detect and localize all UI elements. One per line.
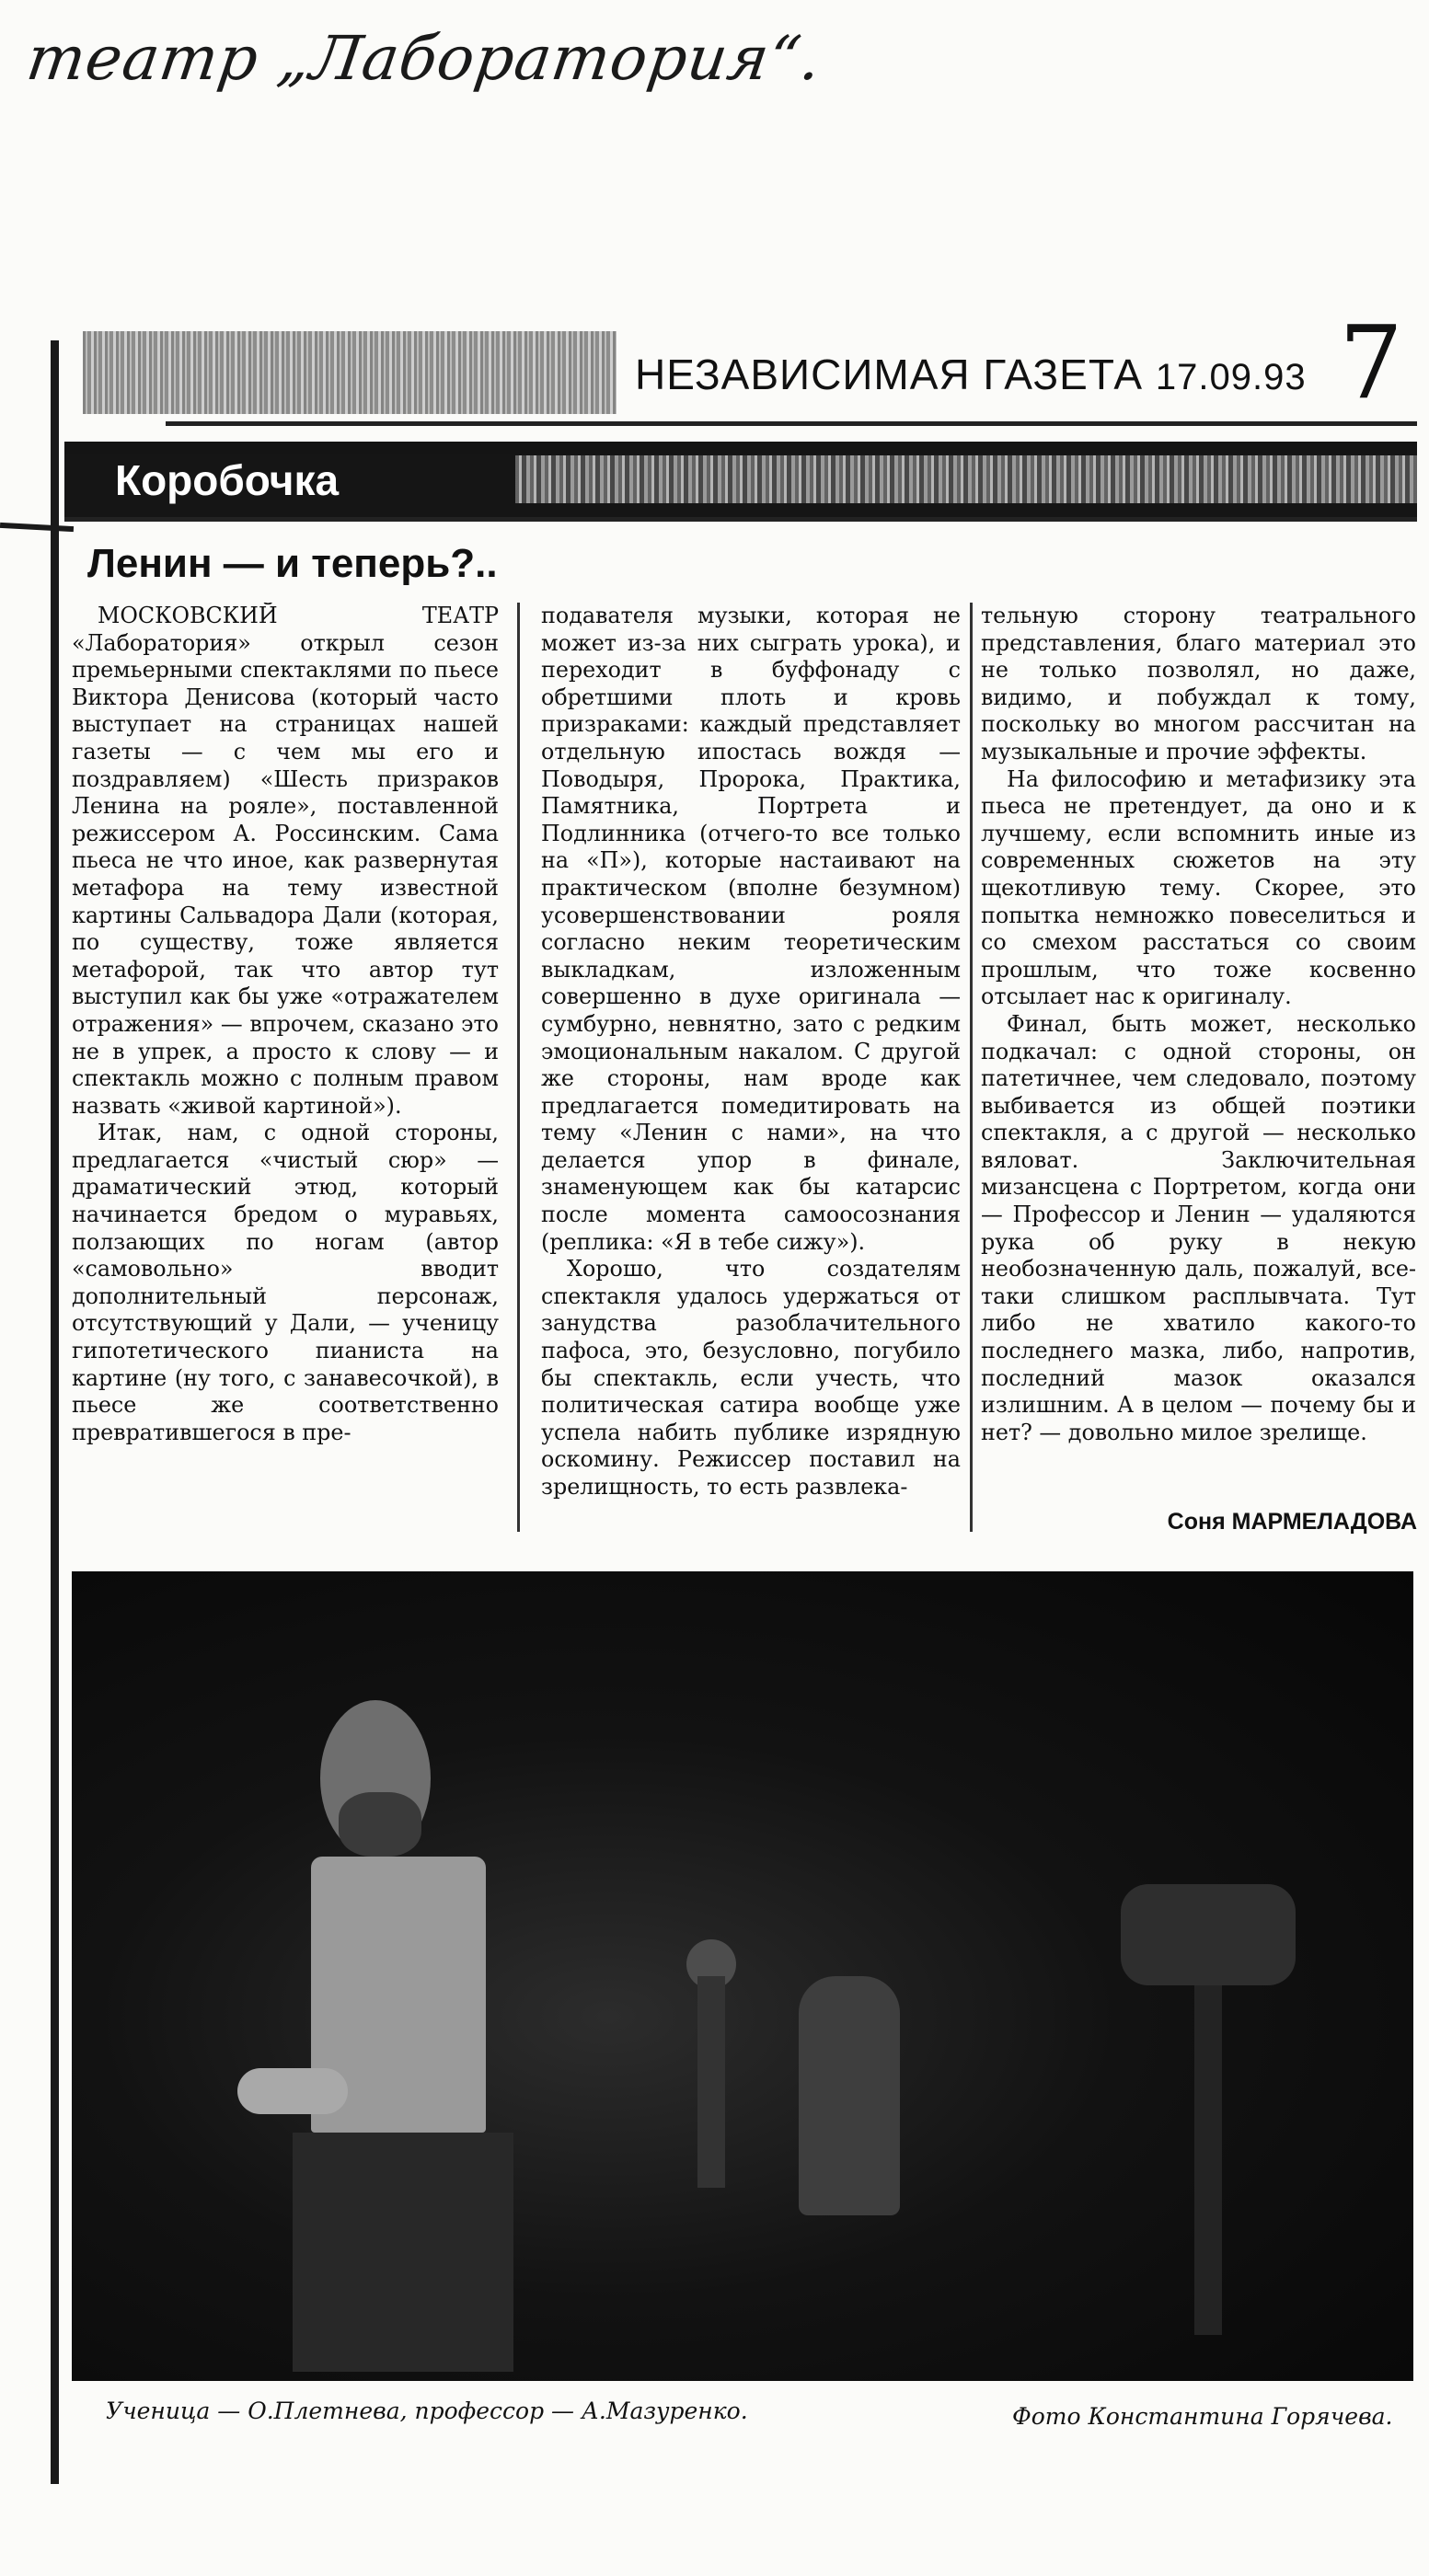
column-1-paragraph-2: Итак, нам, с одной стороны, предлагается «чистый сюр» — драматический этюд, который начинается бредом о муравьях, ползающих по ногам (автор «самовольно» вводит дополнительный персонаж, отсутствующий у Дали, — ученицу гипотетического пианиста на картине (ну того, с занавесочкой), в пьесе же соответственно превратившегося в пре- — [72, 1120, 499, 1445]
section-bottom-rule — [64, 517, 1417, 522]
column-divider — [517, 603, 520, 1532]
column-divider — [970, 603, 973, 1532]
column-3-paragraph-2: На философию и метафизику эта пьеса не претендует, да оно и к лучшему, если вспомнить иные из современных сюжетов на эту щекотливую тему. Скорее, это попытка немножко повеселиться и со смехом расстаться со своим прошлым, что тоже косвенно отсылает нас к оригиналу. — [981, 765, 1416, 1010]
candelabra — [1121, 1884, 1296, 1985]
masthead-scan-noise — [83, 331, 617, 414]
article-column-1 — [72, 603, 499, 1541]
actor-beard — [339, 1792, 421, 1857]
newspaper-name: НЕЗАВИСИМАЯ ГАЗЕТА — [635, 351, 1144, 398]
masthead — [635, 350, 1307, 399]
section-title: Коробочка — [115, 456, 340, 504]
column-2-paragraph-2: Хорошо, что создателям спектакля удалось удержаться от занудства разоблачительного пафоса, это, безусловно, погубило бы спектакль, если учесть, что политическая сатира вообще уже успела набить публике изрядную оскомину. Режиссер поставил на зрелищность, то есть развлека- — [541, 1256, 961, 1500]
stage-photo — [72, 1571, 1413, 2381]
actor-hand — [237, 2068, 348, 2114]
candelabra-stand — [1194, 1985, 1222, 2335]
left-margin-rule — [51, 340, 59, 2484]
actor-figure — [274, 1700, 578, 2363]
author-byline: Соня МАРМЕЛАДОВА — [1167, 1509, 1417, 1535]
photo-credit: Фото Константина Горячева. — [1012, 2403, 1393, 2430]
section-band-noise — [515, 455, 1417, 503]
article-title: Ленин — и теперь?.. — [87, 541, 498, 586]
margin-mark — [0, 523, 74, 532]
article-column-2 — [541, 603, 961, 1541]
page-number: 7 — [1339, 304, 1403, 421]
handwritten-note: театр „Лаборатория“. — [22, 23, 826, 94]
actor-legs — [293, 2133, 513, 2372]
column-1-paragraph-1: МОСКОВСКИЙ ТЕАТР «Лаборатория» открыл сезон премьерными спектаклями по пьесе Виктора Денисова (который часто выступает на страницах нашей газеты — с чем мы его и поздравляем) «Шесть призраков Ленина на рояле», поставленной режиссером А. Россинским. Сама пьеса не что иное, как развернутая метафора на тему известной картины Сальвадора Дали (которая, по существу, тоже является метафорой, так что автор тут выступил как бы уже «отражателем отражения» — впрочем, сказано это не в упрек, а просто к слову — и спектакль можно с полным правом назвать «живой картиной»). — [72, 603, 499, 1119]
masthead-rule — [166, 421, 1417, 426]
stage-prop-stand — [697, 1976, 725, 2188]
column-2-paragraph-1: подавателя музыки, которая не может из-за них сыграть урока), и переходит в буффонаду с обретшими плоть и кровь призраками: каждый представляет отдельную ипостась вождя — Поводыря, Пророка, Практика, Памятника, Портрета и Подлинника (отчего-то все только на «П»), которые настаивают на практическом (вполне безумном) усовершенствовании рояля согласно неким теоретическим выкладкам, изложенным совершенно в духе оригинала — сумбурно, невнятно, зато с редким эмоциональным накалом. С другой же стороны, нам вроде как предлагается помедитировать на тему «Ленин с нами», на что делается упор в финале, знаменующем как бы катарсис после момента самоосознания (реплика: «Я в тебе сижу»). — [541, 603, 961, 1255]
photo-caption: Ученица — О.Плетнева, профессор — А.Мазуренко. — [106, 2398, 748, 2424]
background-figure — [799, 1976, 900, 2215]
article-column-3 — [981, 603, 1416, 1541]
column-3-paragraph-3: Финал, быть может, несколько подкачал: с одной стороны, он патетичнее, чем следовало, поэтому выбивается из общей поэтики спектакля, а с другой — несколько вяловат. Заключительная мизансцена с Портретом, когда они — Профессор и Ленин — удаляются рука об руку в некую необозначенную даль, пожалуй, все-таки слишком расплывчата. Тут либо не хватило какого-то последнего мазка, либо, напротив, последний мазок оказался излишним. А в целом — почему бы и нет? — довольно милое зрелище. — [981, 1010, 1416, 1445]
column-3-paragraph-1: тельную сторону театрального представления, благо материал это не только позволял, но даже, видимо, и побуждал к тому, поскольку во многом рассчитан на музыкальные и прочие эффекты. — [981, 603, 1416, 765]
issue-date: 17.09.93 — [1155, 357, 1307, 397]
